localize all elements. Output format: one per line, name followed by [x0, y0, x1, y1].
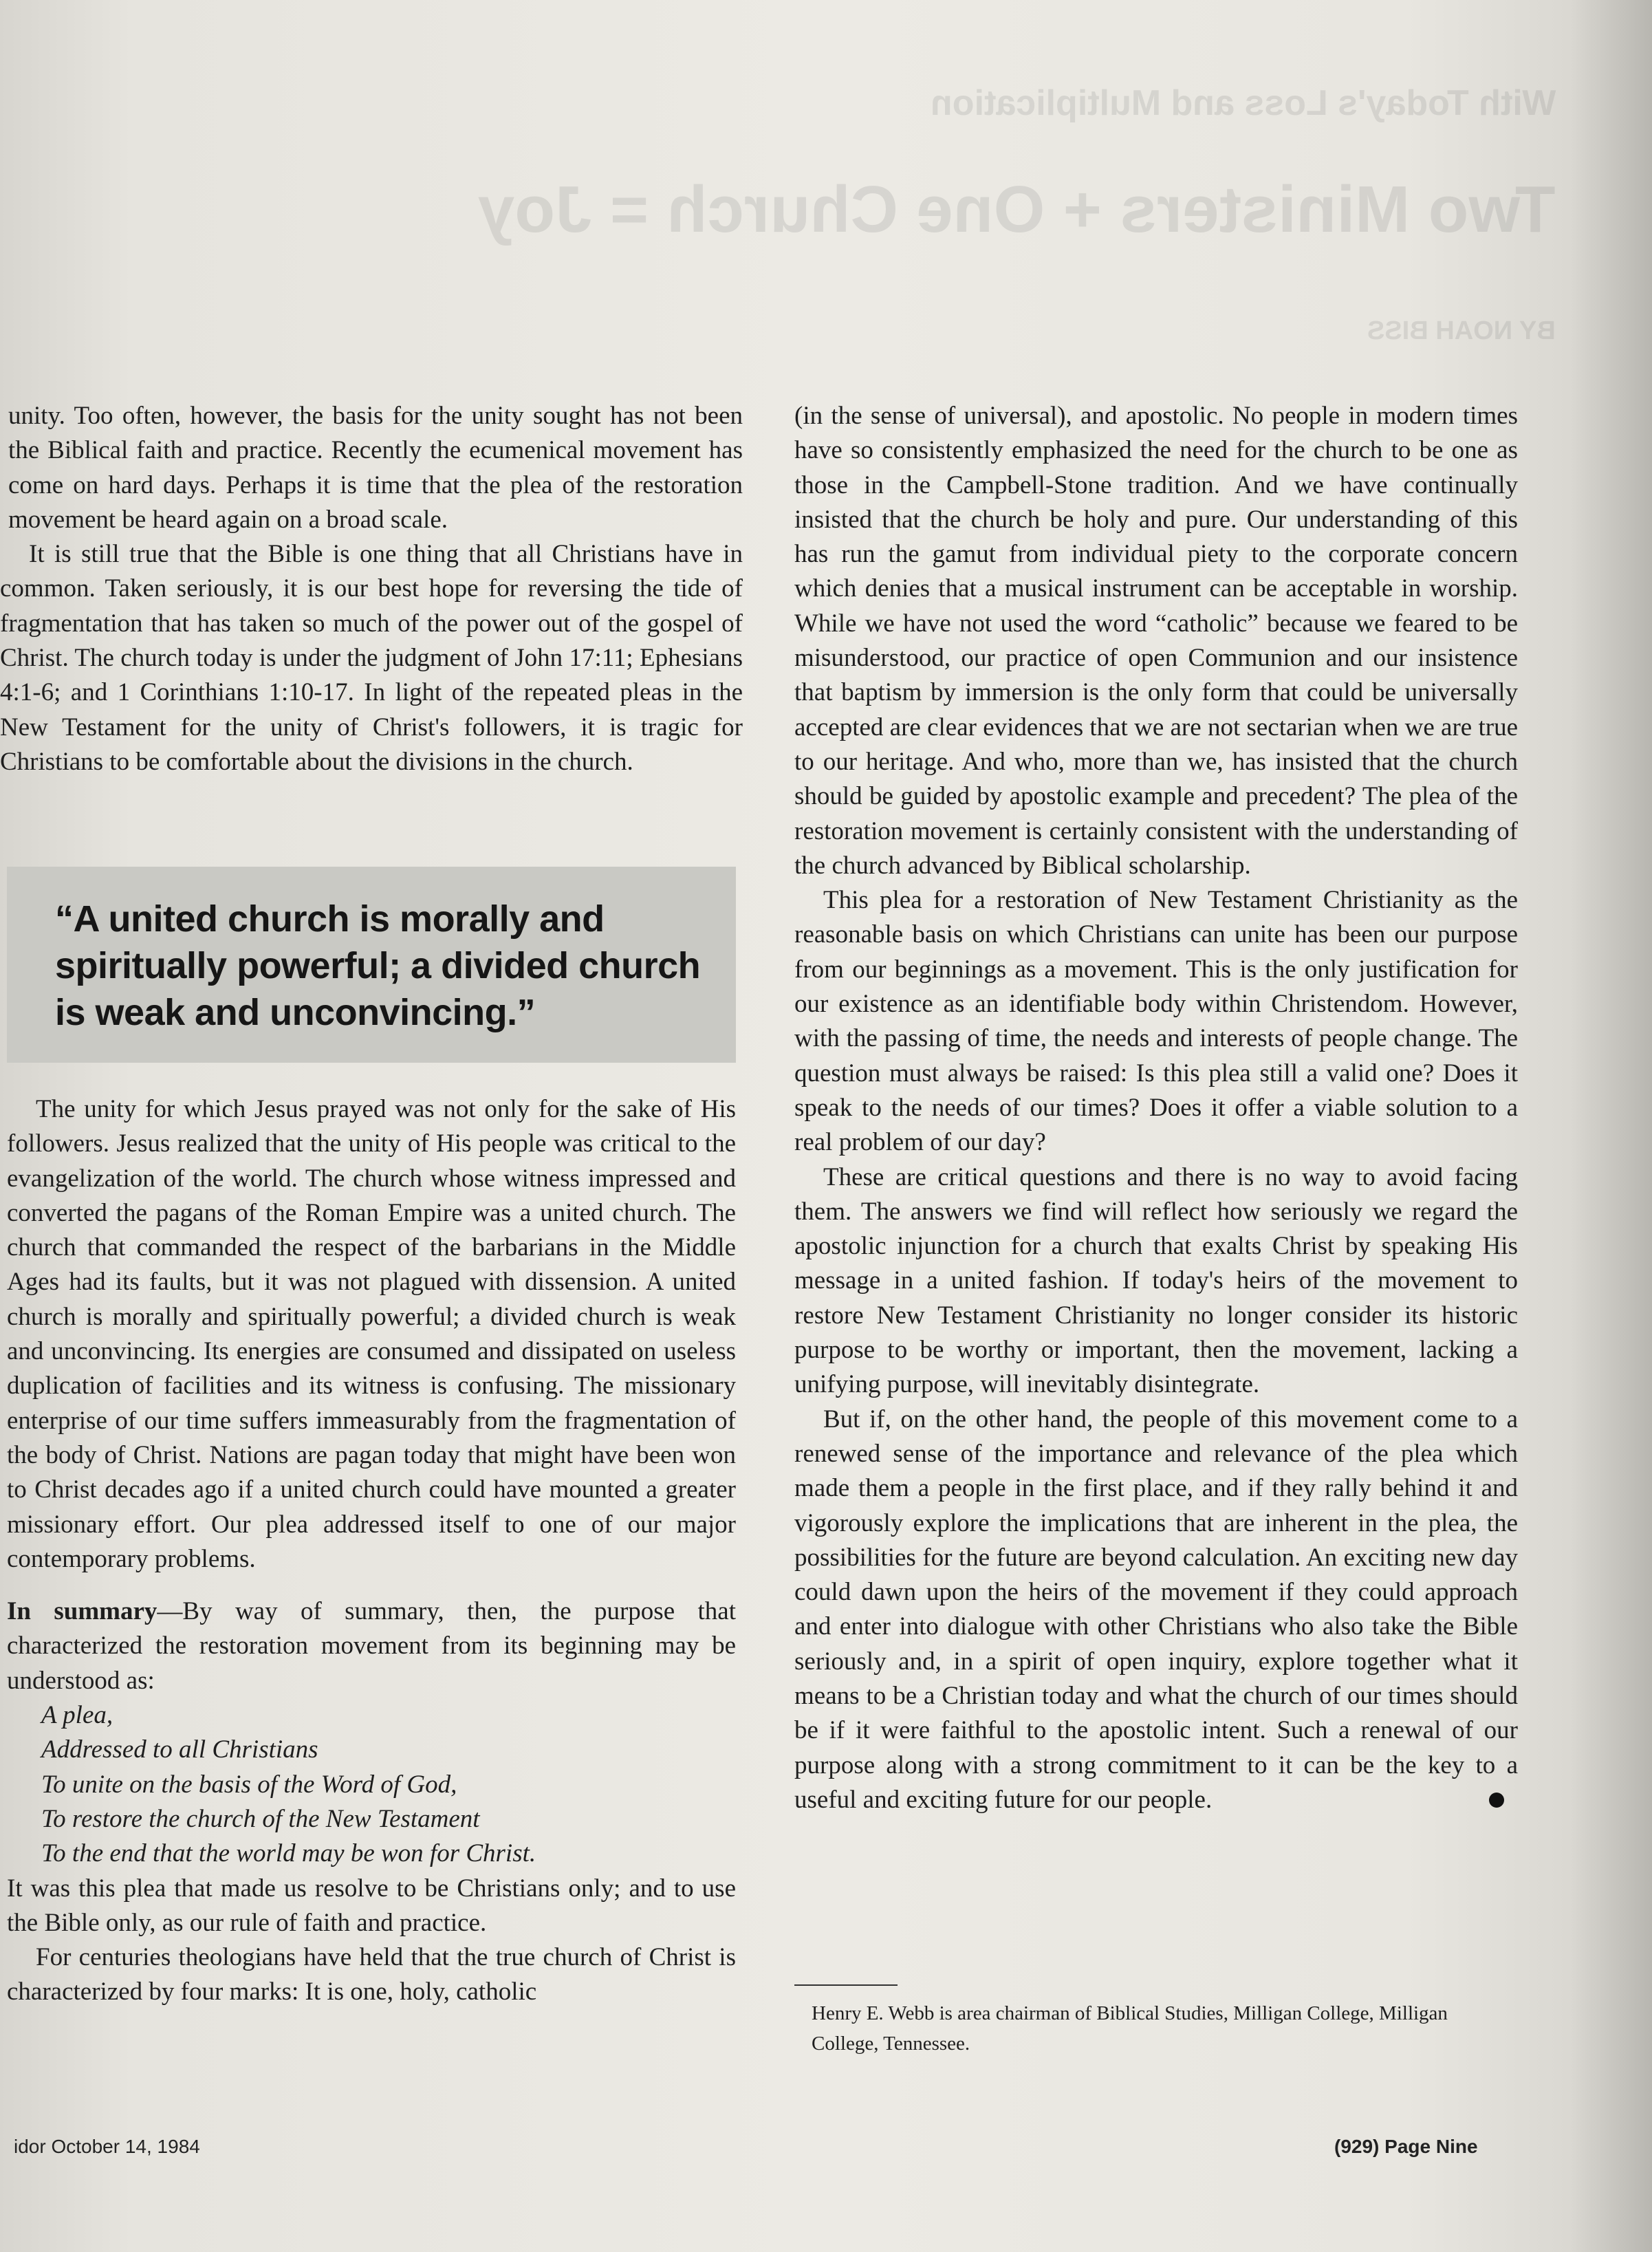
bleed-through-line-1: With Today's Loss and Multiplication	[930, 83, 1556, 123]
bleed-through-byline: BY NOAH BISS	[1367, 316, 1556, 345]
bio-divider	[794, 1984, 898, 1986]
bleed-through-headline: Two Ministers + One Church = Joy	[478, 173, 1556, 246]
footer-date: idor October 14, 1984	[14, 2136, 200, 2157]
plea-line: To the end that the world may be won for Christ.	[41, 1839, 536, 1868]
summary-heading: In summary	[7, 1597, 157, 1626]
left-paragraph-christians-only: It was this plea that made us resolve to be Christians only; and to use the Bible only, as our rule of faith and practice.	[7, 1874, 736, 1937]
right-column	[794, 399, 1518, 1817]
plea-line: To restore the church of the New Testament	[41, 1804, 480, 1833]
right-paragraph-4-text: But if, on the other hand, the people of this movement come to a renewed sense of the importance and relevance of the plea which made them a people in the first place, and if they rally behind it and vigorously explore the implications that are inherent in the plea, the possibilities for the future are beyond calculation. An exciting new day could dawn upon the heirs of the movement if they could approach and enter into dialogue with other Christians who also take the Bible seriously and, in a spirit of open inquiry, explore together what it means to be a Christian today and what the church of our times should be if it were faithful to the apostolic intent. Such a renewal of our purpose along with a strong commitment to it can be the key to a useful and exciting future for our people.	[794, 1405, 1518, 1814]
author-bio: Henry E. Webb is area chairman of Biblical Studies, Milligan College, Milligan College, Tennessee.	[812, 2002, 1448, 2055]
end-mark-icon	[1489, 1793, 1504, 1808]
left-paragraph-four-marks: For centuries theologians have held that the true church of Christ is characterized by four marks: It is one, holy, catholic	[7, 1943, 736, 2006]
right-paragraph-2: This plea for a restoration of New Testament Christianity as the reasonable basis on which Christians can unite has been our purpose from our beginnings as a movement. This is the only justification for our existence as an identifiable body within Christendom. However, with the passing of time, the needs and interests of people change. The question must always be raised: Is this plea still a valid one? Does it speak to the needs of our times? Does it offer a viable solution to a real problem of our day?	[794, 886, 1518, 1157]
left-column-lower	[7, 1092, 736, 2010]
pull-quote: “A united church is morally and spiritually powerful; a divided church is weak and unconvincing.”	[7, 867, 736, 1063]
page-edge-shadow	[1569, 0, 1652, 2252]
left-paragraph-2: It is still true that the Bible is one thing that all Christians have in common. Taken seriously, it is our best hope for reversing the tide of fragmentation that has taken so much of the power out of the gospel of Christ. The church today is under the judgment of John 17:11; Ephesians 4:1-6; and 1 Corinthians 1:10-17. In light of the repeated pleas in the New Testament for the unity of Christ's followers, it is tragic for Christians to be comfortable about the divisions in the church.	[0, 540, 743, 776]
right-paragraph-1: (in the sense of universal), and apostolic. No people in modern times have so consistently emphasized the need for the church to be one as those in the Campbell-Stone tradition. And we have continually insisted that the church be holy and pure. Our understanding of this has run the gamut from individual piety to the corporate concern which denies that a musical instrument can be acceptable in worship. While we have not used the word “catholic” because we feared to be misunderstood, our practice of open Communion and our insistence that baptism by immersion is the only form that could be universally accepted are clear evidences that we are not sectarian when we are true to our heritage. And who, more than we, has insisted that the church should be guided by apostolic example and precedent? The plea of the restoration movement is certainly consistent with the understanding of the church advanced by Biblical scholarship.	[794, 402, 1518, 880]
summary-paragraph	[7, 1594, 736, 1698]
left-paragraph-1: unity. Too often, however, the basis for the unity sought has not been the Biblical faith and practice. Recently the ecumenical movement has come on hard days. Perhaps it is time that the plea of the restoration movement be heard again on a broad scale.	[8, 402, 743, 534]
footer-page-number: (929) Page Nine	[1334, 2136, 1478, 2157]
plea-line: A plea,	[41, 1701, 113, 1730]
left-paragraph-3: The unity for which Jesus prayed was not only for the sake of His followers. Jesus realized that the unity of His people was critical to the evangelization of the world. The church whose witness impressed and converted the pagans of the Roman Empire was a united church. The church that commanded the respect of the barbarians in the Middle Ages had its faults, but it was not plagued with dissension. A united church is morally and spiritually powerful; a divided church is weak and unconvincing. Its energies are consumed and dissipated on useless duplication of facilities and its witness is confusing. The missionary enterprise of our time suffers immeasurably from the fragmentation of the body of Christ. Nations are pagan today that might have been won to Christ decades ago if a united church could have mounted a greater missionary effort. Our plea addressed itself to one of our major contemporary problems.	[7, 1095, 736, 1573]
right-paragraph-4	[794, 1403, 1518, 1818]
right-paragraph-3: These are critical questions and there is no way to avoid facing them. The answers we find will reflect how seriously we regard the apostolic injunction for a church that exalts Christ by speaking His message in a united fashion. If today's heirs of the movement to restore New Testament Christianity no longer consider its historic purpose to be worthy or important, then the movement, lacking a unifying purpose, will inevitably disintegrate.	[794, 1162, 1518, 1399]
plea-line: Addressed to all Christians	[41, 1735, 318, 1764]
left-column	[0, 399, 743, 779]
plea-line: To unite on the basis of the Word of God,	[41, 1770, 457, 1799]
plea-list	[7, 1698, 736, 1871]
summary-intro: —By way of summary, then, the purpose that characterized the restoration movement from its beginning may be understood as:	[7, 1597, 736, 1695]
